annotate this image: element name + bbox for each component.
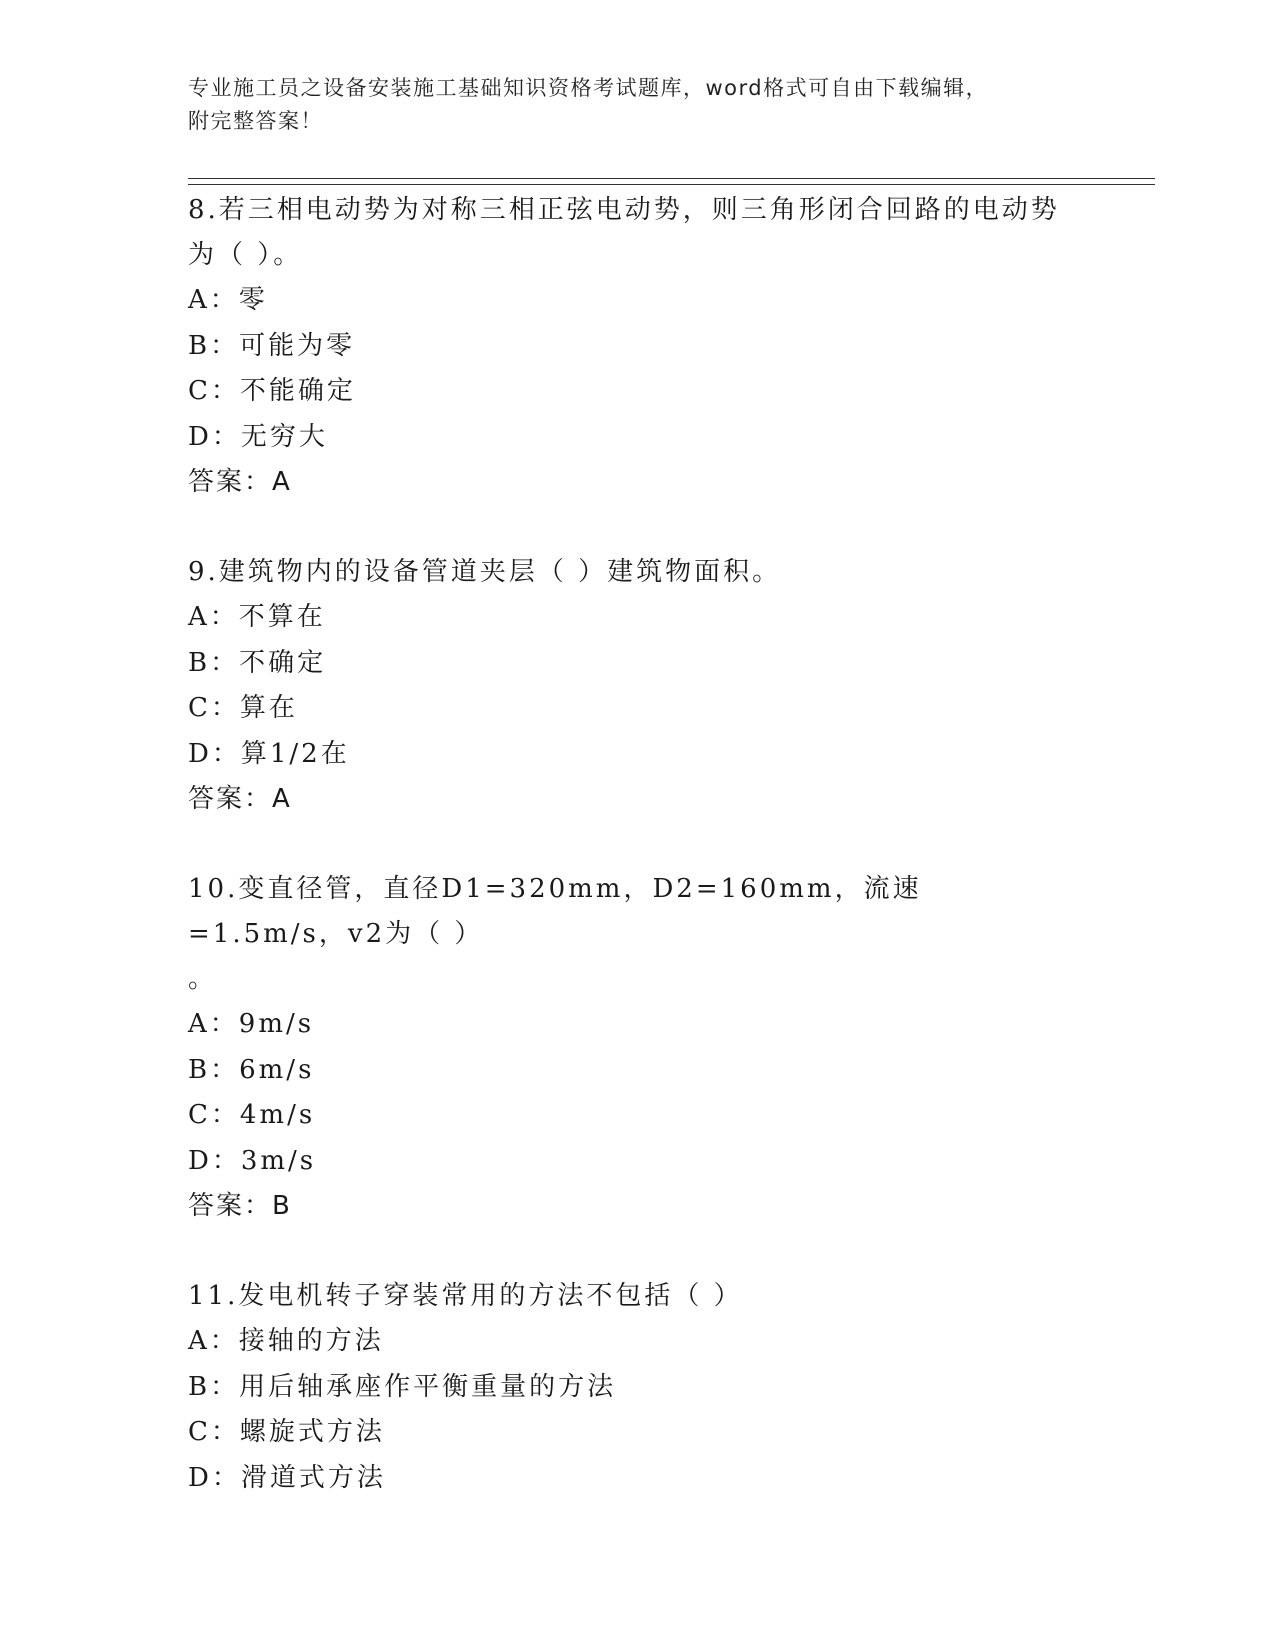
question-list <box>188 188 1068 1546</box>
question-stem-continued: 。 <box>188 964 218 994</box>
question-8 <box>188 188 1068 505</box>
header-line-1: 专业施工员之设备安装施工基础知识资格考试题库，word格式可自由下载编辑， <box>188 76 989 100</box>
option-d: D：滑道式方法 <box>188 1462 386 1493</box>
option-a: A：接轴的方法 <box>188 1326 384 1356</box>
header-divider <box>188 178 1155 185</box>
option-c: C：算在 <box>188 693 298 723</box>
answer-line: 答案：A <box>188 784 292 814</box>
answer-line: 答案：A <box>188 467 292 497</box>
document-header <box>188 72 1068 138</box>
option-c: C：螺旋式方法 <box>188 1417 385 1447</box>
option-b: B：6m/s <box>188 1054 315 1085</box>
option-b: B：不确定 <box>188 647 327 678</box>
question-stem-continued: 为（ ）。 <box>188 240 303 270</box>
question-stem: 9.建筑物内的设备管道夹层（ ）建筑物面积。 <box>188 557 782 587</box>
option-a: A：零 <box>188 285 268 315</box>
option-c: C：不能确定 <box>188 376 356 406</box>
option-a: A：9m/s <box>188 1009 315 1039</box>
question-stem: 11.发电机转子穿装常用的方法不包括（ ） <box>188 1281 743 1311</box>
option-b: B：可能为零 <box>188 330 356 361</box>
question-11 <box>188 1274 1068 1501</box>
header-line-2: 附完整答案！ <box>188 109 323 133</box>
option-a: A：不算在 <box>188 602 326 632</box>
question-9 <box>188 550 1068 822</box>
option-b: B：用后轴承座作平衡重量的方法 <box>188 1371 617 1402</box>
question-stem: 8.若三相电动势为对称三相正弦电动势，则三角形闭合回路的电动势 <box>188 195 1060 225</box>
option-d: D：3m/s <box>188 1145 317 1176</box>
option-c: C：4m/s <box>188 1100 316 1130</box>
option-d: D：无穷大 <box>188 421 328 452</box>
question-stem: 10.变直径管，直径D1=320mm，D2=160mm，流速=1.5m/s，v2为（ ） <box>188 874 922 949</box>
option-d: D：算1/2在 <box>188 738 350 769</box>
answer-line: 答案：B <box>188 1191 292 1221</box>
question-10 <box>188 867 1068 1229</box>
